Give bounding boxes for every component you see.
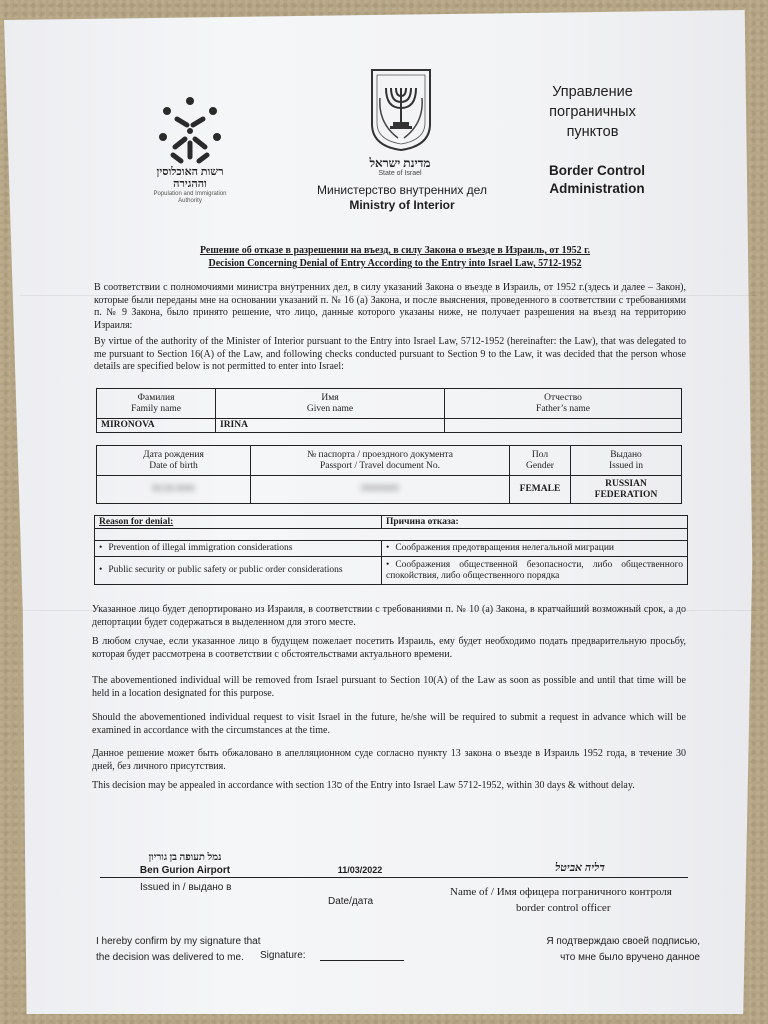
pia-name-hebrew: רשות האוכלוסין וההגירה	[156, 166, 224, 190]
gender-header: Пол Gender	[510, 446, 571, 476]
reason-item-russian: • Соображения предотвращения нелегальной миграции	[382, 541, 688, 557]
dob-value: 00.00.0000	[97, 476, 251, 504]
family-name-value: MIRONOVA	[97, 419, 216, 433]
deportation-russian: Указанное лицо будет депортировано из Израиля, в соответствии с требованиями п. № 10 (а) Закона, в кратчайший возможный срок, а до депортации будет содержаться в выделенном для этого месте.	[92, 604, 686, 628]
confirmation-russian: Я подтверждаю своей подписью, что мне было вручено данное	[546, 936, 700, 963]
appeal-english: This decision may be appealed in accordance with section ס13 of the Entry into Israel Law 5712-1952, within 30 days & without delay.	[92, 780, 635, 791]
reason-item-english: • Prevention of illegal immigration considerations	[95, 541, 382, 557]
ministry-name-russian: Министерство внутренних дел	[317, 183, 487, 197]
confirmation-english: I hereby confirm by my signature that the decision was delivered to me.	[96, 936, 261, 963]
spacer-cell	[382, 529, 688, 541]
officer-name-hebrew: דליה אביטל	[555, 862, 605, 874]
date-label: Date/дата	[328, 896, 374, 907]
reason-header-english: Reason for denial:	[95, 516, 382, 529]
issued-in-label: Issued in / выдано в	[140, 882, 232, 893]
father-name-value	[445, 419, 682, 433]
given-name-header: Имя Given name	[216, 389, 445, 419]
signature-label: Signature:	[260, 950, 306, 961]
airport-english: Ben Gurion Airport	[139, 865, 231, 876]
issued-in-header: Выдано Issued in	[571, 446, 682, 476]
future-visit-russian: В любом случае, если указанное лицо в будущем пожелает посетить Израиль, ему будет необходимо подать предварительную просьбу, которая будет рассмотрена в соответствии с обстоятельствами актуального времени.	[92, 636, 686, 660]
state-name-english: State of Israel	[378, 170, 422, 177]
reason-header-russian: Причина отказа:	[382, 516, 688, 529]
person-name-table	[96, 388, 682, 433]
issued-in-value: RUSSIAN FEDERATION	[571, 476, 682, 504]
pia-name-english: Population and Immigration Authority	[153, 191, 227, 204]
officer-label: Name of / Имя офицера пограничного контроля	[450, 886, 672, 898]
title-english: Decision Concerning Denial of Entry According to the Entry into Israel Law, 5712-1952	[208, 258, 582, 269]
signature-line[interactable]	[320, 960, 404, 961]
passport-header: № паспорта / проездного документа Passport / Travel document No.	[251, 446, 510, 476]
decision-date: 11/03/2022	[337, 865, 383, 875]
intro-russian: В соответствии с полномочиями министра внутренних дел, в силу указаний Закона о въезде в Израиль, от 1952 г.(здесь и далее – Закон), которые были переданы мне на основании указаний п. № 16 (а) Закона, и после выяснения, проведенного в соответствии с требованиями п. № 9 Закона, было принято решение, что лицо, данные которого указаны ниже, не получает разрешения на въезд на территорию Израиля:	[94, 282, 686, 331]
passport-value: 00000000	[251, 476, 510, 504]
appeal-russian: Данное решение может быть обжаловано в апелляционном суде согласно пункту 13 закона о въезде в Израиль 1952 года, в течение 30 дней, без личного присутствия.	[92, 748, 686, 772]
gender-value: FEMALE	[510, 476, 571, 504]
ministry-name-english: Ministry of Interior	[349, 198, 455, 212]
family-name-header: Фамилия Family name	[97, 389, 216, 419]
reason-item-russian: • Соображения общественной безопасности, либо общественного спокойствия, либо общественного порядка	[382, 557, 688, 585]
denial-reason-table	[94, 515, 688, 585]
father-name-header: Отчество Father’s name	[445, 389, 682, 419]
reason-item-english: • Public security or public safety or public order considerations	[95, 557, 382, 585]
state-name-hebrew: מדינת ישראל	[369, 156, 431, 170]
spacer-cell	[95, 529, 382, 541]
deportation-english: The abovementioned individual will be removed from Israel pursuant to Section 10(A) of the Law as soon as possible and until that time will be held in a location designated for this purpose.	[92, 675, 686, 699]
signoff-line	[100, 877, 688, 878]
dob-header: Дата рождения Date of birth	[97, 446, 251, 476]
title-russian: Решение об отказе в разрешении на въезд, в силу Закона о въезде в Израиль, от 1952 г.	[199, 245, 591, 256]
airport-hebrew: נמל תעופה בן גוריון	[148, 852, 222, 863]
pia-logo-icon	[155, 95, 225, 165]
travel-document-table	[96, 445, 682, 504]
future-visit-english: Should the abovementioned individual request to visit Israel in the future, he/she will be required to submit a request in advance which will be examined in accordance with the circumstances at the time.	[92, 712, 686, 736]
intro-english: By virtue of the authority of the Minister of Interior pursuant to the Entry into Israel Law, 5712-1952 (hereinafter: the Law), that was delegated to me pursuant to Section 16(A) of the Law, and following checks conducted pursuant to Section 9 to the Law, it was decided that the person whose details are specified below is not permitted to enter into Israel:	[94, 336, 686, 373]
border-control-russian: Управление пограничных пунктов	[549, 84, 636, 140]
state-emblem-icon	[368, 68, 434, 152]
border-control-english: Border Control Administration	[549, 163, 645, 196]
document-title	[100, 244, 690, 270]
officer-label-line2: border control officer	[516, 902, 611, 914]
given-name-value: IRINA	[216, 419, 445, 433]
